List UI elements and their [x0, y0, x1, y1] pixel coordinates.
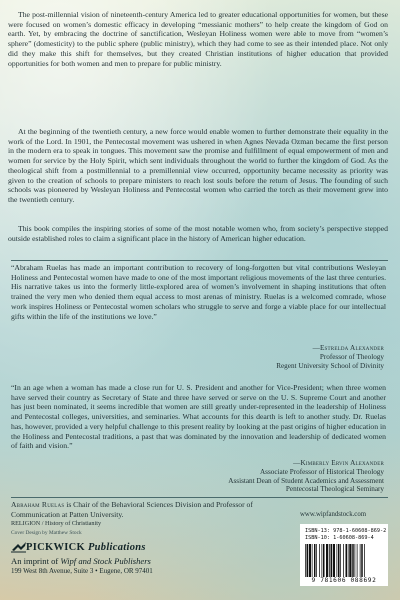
author-bio: [11, 500, 273, 519]
barcode-box: [300, 524, 388, 586]
imprint-name: Wipf and Stock Publishers: [60, 556, 151, 566]
endorsement-1-name: —Estrelda Alexander: [312, 344, 384, 352]
imprint-line: [11, 556, 151, 566]
description-paragraph-2: At the beginning of the twentieth century, a new force would enable women to further demonstrate their equality in the work of the Lord. In 1901, the Pentecostal movement was ushered in when Agnes Nevada Ozman became the first person in the modern era to speak in tongues. This movement saw the promise and fulfillment of equal empowerment of men and women for service by the Holy Spirit, which sent individuals throughout the world to further the kingdom of God. As the theological shift from a postmillennial to a premillennial view occurred, opportunity became necessity as priority was given to the creation of schools to prepare ministers to reach lost souls before the return of Jesus. The founding of such schools was pioneered by Wesleyan Holiness and Pentecostal women who carried the torch as their movement grew into the twentieth century.: [8, 127, 388, 204]
endorsement-1-text: “Abraham Ruelas has made an important contribution to recovery of long-forgotten but vital contributions Wesleyan Holiness and Pentecostal women have made to one of the most important religious movements of the last three centuries. His narrative takes us into the formerly little-explored area of women’s involvement in shaping institutions that often trained the very men who denied them equal access to most arenas of ministry. Ruelas is a welcomed comrade, whose work inspires Holiness or Pentecostal women scholars who struggle to serve and forge a viable place for our intellectual gifts within the life of the institutions we love.”: [11, 263, 386, 321]
endorsement-2-role: Assistant Dean of Student Academics and Assessment: [228, 476, 384, 485]
publisher-logo-suffix: Publications: [87, 542, 146, 553]
endorsement-2-text: “In an age when a woman has made a close run for U. S. President and another for Vice-President; when three women have served their country as Secretary of State and three have served or serve on the U. S. Supreme Court and another has just been nominated, it seems incredible that women are still greatly under-represented in the leadership of Holiness and Pentecostal colleges, universities, and seminaries. What accounts for this dearth is left to another study. Dr. Ruelas has, however, provided a very helpful challenge to this present reality by looking at the past origins of higher education in the Holiness and Pentecostal traditions, a past that was dominated by the innovation and leadership of dedicated women of faith and vision.”: [11, 383, 386, 451]
author-name: Abraham Ruelas: [11, 500, 65, 509]
endorsement-1-attribution: [276, 344, 384, 370]
barcode-bars: [305, 544, 383, 577]
imprint-prefix: An imprint of: [11, 556, 61, 566]
cover-design-credit: Cover Design by Matthew Stock: [11, 530, 82, 536]
endorsement-1-title: Professor of Theology: [319, 352, 384, 361]
publisher-logo-name: PICKWICK: [26, 542, 85, 553]
isbn13-label: ISBN-13: 978-1-60608-869-2: [305, 528, 387, 534]
endorsement-2-title: Associate Professor of Historical Theology: [259, 467, 384, 476]
top-divider: [11, 260, 388, 261]
isbn10-label: ISBN-10: 1-60608-869-4: [305, 535, 374, 541]
publisher-address: 199 West 8th Avenue, Suite 3 • Eugene, OR 97401: [11, 567, 153, 575]
endorsement-2-attribution: [228, 459, 384, 494]
author-bio-text: is Chair of the Behavioral Sciences Division and Professor of Communication at Patten University.: [11, 500, 253, 519]
category-label: RELIGION / History of Christianity: [11, 520, 102, 527]
publisher-url: www.wipfandstock.com: [300, 511, 367, 518]
description-paragraph-1: The post-millennial vision of nineteenth-century America led to greater educational opportunities for women, but these were focused on women’s domestic efficacy in developing “messianic mothers” to help create the kingdom of God on earth. Yet, by embracing the doctrine of sanctification, Wesleyan Holiness women were able to move from “women’s sphere” (domesticity) to the public sphere (public ministry), which they had come to see as their intended place. Not only did they make this shift for themselves, but they created Christian institutions of higher education that provided opportunities for both women and men to prepare for public ministry.: [8, 10, 388, 68]
barcode-number: 9 781606 088692: [311, 577, 377, 584]
publisher-logo: [26, 542, 146, 553]
bottom-divider: [11, 497, 388, 498]
description-paragraph-3: This book compiles the inspiring stories of some of the most notable women who, from society’s perspective stepped outside established roles to claim a significant place in the history of American higher education.: [8, 224, 388, 243]
endorsement-2-name: —Kimberly Ervin Alexander: [293, 459, 384, 467]
endorsement-1-affiliation: Regent University School of Divinity: [276, 361, 384, 370]
endorsement-2-affiliation: Pentecostal Theological Seminary: [285, 485, 384, 494]
publisher-logo-icon: [11, 541, 27, 553]
